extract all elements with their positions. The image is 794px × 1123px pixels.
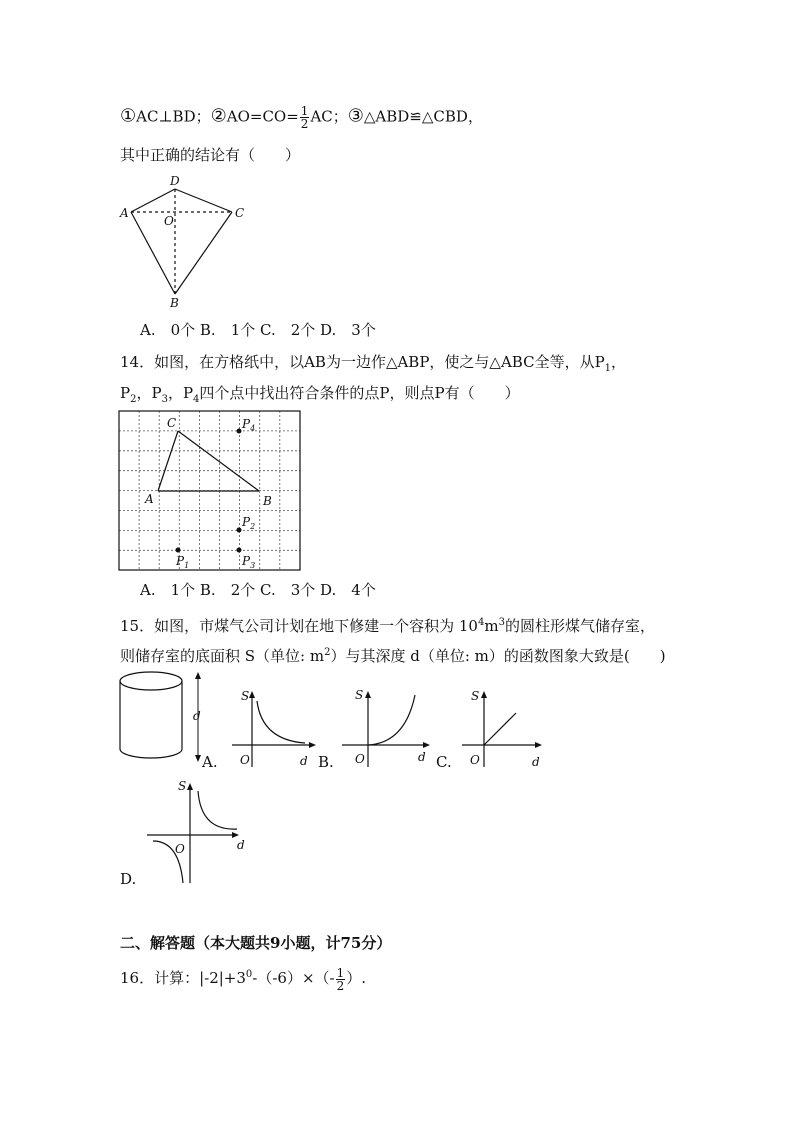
q13-options: A. 0个 B. 1个 C. 2个 D. 3个 [140,321,376,339]
label-O: O [164,214,174,228]
option-C-label: C. [436,753,452,771]
q16-expression: 16．计算：$|-2|+3^0-(-6)\times(-$ $\frac{1}{2}$ ）. [120,965,367,993]
svg-text:d: d [300,754,308,768]
stmt1-text: AC⊥BD； [136,107,211,126]
grid-figure [118,410,302,572]
stmt3-text: △ABD≌△CBD， [363,107,483,126]
label-D: D [170,174,180,188]
option-A-label: A. [202,753,218,771]
option-B-label: B. [318,753,334,771]
cylinder-figure [118,668,218,764]
option-D-label: D. [120,870,137,888]
label-A: A [145,492,154,506]
q16-fraction: $\frac{1}{2}$ [336,965,345,993]
label-A: A [120,206,129,220]
svg-text:O: O [175,842,185,856]
label-P3: $P_3$ [242,554,256,570]
stmt1-mark: ① [120,105,137,127]
label-C: C [235,206,245,220]
q14-line2: $P_2$，$P_3$，$P_4$四个点中找出符合条件的点P，则点P有（ ） [120,384,520,405]
svg-text:S: S [471,689,480,703]
svg-text:O: O [470,753,480,767]
svg-text:S: S [355,688,364,702]
graph-D [145,775,260,887]
label-P2: $P_2$ [242,515,256,531]
stmt2-pre: AO=CO= [226,107,299,126]
q14-line1: 14．如图，在方格纸中，以AB为一边作△ABP，使之与△ABC全等，从$P_1$， [120,353,627,374]
graph-A [230,685,320,770]
graph-B [340,685,440,770]
stmt3-mark: ③ [347,105,364,127]
section-title: 二、解答题（本大题共9小题，计75分） [120,934,392,952]
svg-text:S: S [178,779,187,793]
svg-text:O: O [240,753,250,767]
label-P4: $P_4$ [242,417,256,433]
q15-line1: 15．如图，市煤气公司计划在地下修建一个容积为 $10^4m^3$的圆柱形煤气储存室， [120,617,655,635]
stmt2-mark: ② [210,105,227,127]
q14-options: A. 1个 B. 2个 C. 3个 D. 4个 [140,581,376,599]
graph-C [460,685,550,770]
svg-text:O: O [355,752,365,766]
svg-text:d: d [418,750,426,764]
cyl-d-label: d [193,709,201,723]
svg-text:d: d [237,838,245,852]
label-B: B [170,296,179,310]
label-P1: $P_1$ [176,554,190,570]
kite-figure [110,170,260,310]
stmt2-fraction: $\frac{1}{2}$ [300,104,309,131]
label-C: C [167,416,177,430]
stmt2-post: AC； [310,107,348,126]
q15-line2: 则储存室的底面积 S（单位: $m^2$）与其深度 d（单位: m）的函数图象大致是( ) [120,647,666,665]
svg-text:d: d [532,755,540,769]
q13-question: 其中正确的结论有（ ） [120,146,301,164]
svg-text:S: S [241,689,250,703]
q13-statements [120,105,483,130]
label-B: B [263,494,272,508]
